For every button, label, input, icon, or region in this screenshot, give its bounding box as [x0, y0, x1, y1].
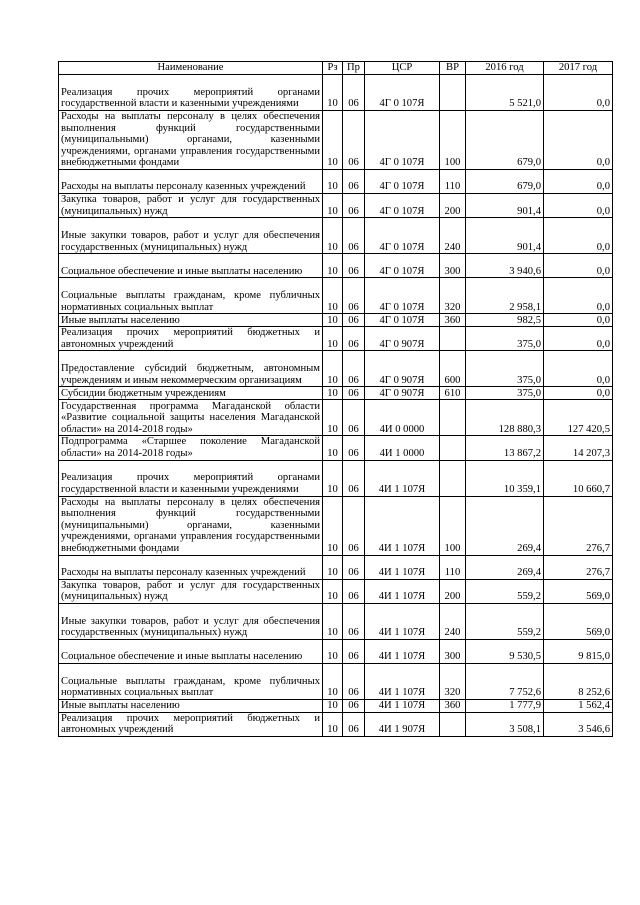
table-row	[59, 278, 613, 314]
cell-csr: 4Г 0 107Я	[365, 278, 440, 314]
cell-vr	[440, 436, 466, 460]
cell-vr: 320	[440, 278, 466, 314]
cell-rz: 10	[323, 663, 343, 699]
cell-name: Закупка товаров, работ и услуг для государственных (муниципальных) нужд	[59, 194, 323, 218]
cell-name: Государственная программа Магаданской области «Развитие социальной защиты населения Магаданской области» на 2014-2018 годы»	[59, 400, 323, 436]
cell-2016: 679,0	[466, 170, 544, 194]
cell-2016: 901,4	[466, 194, 544, 218]
table-row	[59, 639, 613, 663]
table-row	[59, 699, 613, 712]
header-name: Наименование	[59, 62, 323, 75]
cell-2017: 9 815,0	[544, 639, 613, 663]
cell-pr: 06	[343, 639, 365, 663]
cell-2017: 0,0	[544, 194, 613, 218]
table-header-row	[59, 62, 613, 75]
table-row	[59, 111, 613, 170]
cell-rz: 10	[323, 278, 343, 314]
cell-csr: 4И 1 107Я	[365, 579, 440, 603]
cell-pr: 06	[343, 712, 365, 736]
cell-2016: 7 752,6	[466, 663, 544, 699]
cell-rz: 10	[323, 555, 343, 579]
cell-2016: 982,5	[466, 314, 544, 327]
table-row	[59, 400, 613, 436]
cell-pr: 06	[343, 111, 365, 170]
table-row	[59, 579, 613, 603]
header-2017: 2017 год	[544, 62, 613, 75]
cell-vr	[440, 460, 466, 496]
cell-csr: 4Г 0 107Я	[365, 314, 440, 327]
cell-2017: 569,0	[544, 603, 613, 639]
table-row	[59, 436, 613, 460]
table-row	[59, 327, 613, 351]
cell-vr: 240	[440, 218, 466, 254]
cell-pr: 06	[343, 194, 365, 218]
cell-2016: 1 777,9	[466, 699, 544, 712]
cell-name: Расходы на выплаты персоналу в целях обеспечения выполнения функций государственными (муниципальными) органами, казенными учреждениями, органами управления государственными внебюджетными фондами	[59, 496, 323, 555]
cell-name: Реализация прочих мероприятий органами государственной власти и казенными учреждениями	[59, 460, 323, 496]
cell-2017: 3 546,6	[544, 712, 613, 736]
cell-vr: 110	[440, 555, 466, 579]
cell-vr: 360	[440, 699, 466, 712]
cell-csr: 4Г 0 907Я	[365, 351, 440, 387]
cell-csr: 4И 1 107Я	[365, 603, 440, 639]
cell-name: Социальное обеспечение и иные выплаты населению	[59, 254, 323, 278]
cell-2016: 10 359,1	[466, 460, 544, 496]
cell-pr: 06	[343, 436, 365, 460]
cell-pr: 06	[343, 400, 365, 436]
cell-2017: 0,0	[544, 351, 613, 387]
cell-vr	[440, 712, 466, 736]
cell-name: Иные закупки товаров, работ и услуг для обеспечения государственных (муниципальных) нужд	[59, 218, 323, 254]
cell-name: Расходы на выплаты персоналу казенных учреждений	[59, 555, 323, 579]
cell-pr: 06	[343, 579, 365, 603]
cell-2017: 10 660,7	[544, 460, 613, 496]
cell-2017: 0,0	[544, 218, 613, 254]
cell-vr: 240	[440, 603, 466, 639]
cell-rz: 10	[323, 603, 343, 639]
cell-rz: 10	[323, 639, 343, 663]
table-body	[59, 75, 613, 737]
cell-name: Иные закупки товаров, работ и услуг для обеспечения государственных (муниципальных) нужд	[59, 603, 323, 639]
cell-2016: 9 530,5	[466, 639, 544, 663]
cell-name: Подпрограмма «Старшее поколение Магаданской области» на 2014-2018 годы»	[59, 436, 323, 460]
cell-name: Предоставление субсидий бюджетным, автономным учреждениям и иным некоммерческим организациям	[59, 351, 323, 387]
cell-rz: 10	[323, 496, 343, 555]
cell-2016: 3 508,1	[466, 712, 544, 736]
cell-2017: 14 207,3	[544, 436, 613, 460]
cell-2016: 2 958,1	[466, 278, 544, 314]
cell-pr: 06	[343, 170, 365, 194]
table-row	[59, 712, 613, 736]
cell-2017: 1 562,4	[544, 699, 613, 712]
cell-vr: 300	[440, 639, 466, 663]
cell-name: Реализация прочих мероприятий органами государственной власти и казенными учреждениями	[59, 75, 323, 111]
cell-rz: 10	[323, 194, 343, 218]
table-row	[59, 351, 613, 387]
cell-2017: 0,0	[544, 170, 613, 194]
cell-name: Расходы на выплаты персоналу в целях обеспечения выполнения функций государственными (муниципальными) органами, казенными учреждениями, органами управления государственными внебюджетными фондами	[59, 111, 323, 170]
cell-csr: 4И 1 107Я	[365, 496, 440, 555]
cell-2017: 8 252,6	[544, 663, 613, 699]
cell-pr: 06	[343, 663, 365, 699]
cell-2016: 375,0	[466, 387, 544, 400]
cell-csr: 4И 1 107Я	[365, 460, 440, 496]
cell-2016: 559,2	[466, 603, 544, 639]
cell-rz: 10	[323, 351, 343, 387]
header-2016: 2016 год	[466, 62, 544, 75]
cell-2016: 375,0	[466, 327, 544, 351]
cell-csr: 4И 1 107Я	[365, 699, 440, 712]
cell-pr: 06	[343, 75, 365, 111]
cell-pr: 06	[343, 254, 365, 278]
cell-2017: 127 420,5	[544, 400, 613, 436]
cell-name: Социальные выплаты гражданам, кроме публичных нормативных социальных выплат	[59, 278, 323, 314]
table-row	[59, 314, 613, 327]
header-vr: ВР	[440, 62, 466, 75]
cell-csr: 4И 1 107Я	[365, 639, 440, 663]
cell-vr	[440, 75, 466, 111]
cell-name: Реализация прочих мероприятий бюджетных и автономных учреждений	[59, 327, 323, 351]
table-row	[59, 218, 613, 254]
cell-pr: 06	[343, 603, 365, 639]
cell-csr: 4Г 0 107Я	[365, 194, 440, 218]
cell-name: Иные выплаты населению	[59, 699, 323, 712]
table-row	[59, 194, 613, 218]
cell-vr: 300	[440, 254, 466, 278]
cell-2017: 569,0	[544, 579, 613, 603]
cell-2017: 0,0	[544, 327, 613, 351]
cell-name: Социальные выплаты гражданам, кроме публичных нормативных социальных выплат	[59, 663, 323, 699]
cell-rz: 10	[323, 75, 343, 111]
cell-2016: 269,4	[466, 555, 544, 579]
cell-name: Иные выплаты населению	[59, 314, 323, 327]
cell-csr: 4Г 0 107Я	[365, 111, 440, 170]
cell-2016: 559,2	[466, 579, 544, 603]
cell-pr: 06	[343, 699, 365, 712]
table-row	[59, 75, 613, 111]
cell-rz: 10	[323, 314, 343, 327]
cell-csr: 4Г 0 107Я	[365, 75, 440, 111]
cell-rz: 10	[323, 699, 343, 712]
cell-2017: 276,7	[544, 555, 613, 579]
cell-name: Расходы на выплаты персоналу казенных учреждений	[59, 170, 323, 194]
cell-csr: 4Г 0 107Я	[365, 218, 440, 254]
cell-pr: 06	[343, 218, 365, 254]
cell-2016: 13 867,2	[466, 436, 544, 460]
cell-vr: 610	[440, 387, 466, 400]
cell-rz: 10	[323, 712, 343, 736]
cell-pr: 06	[343, 351, 365, 387]
cell-2017: 0,0	[544, 75, 613, 111]
cell-name: Социальное обеспечение и иные выплаты населению	[59, 639, 323, 663]
cell-vr: 200	[440, 579, 466, 603]
cell-rz: 10	[323, 400, 343, 436]
cell-rz: 10	[323, 436, 343, 460]
cell-2016: 5 521,0	[466, 75, 544, 111]
cell-pr: 06	[343, 460, 365, 496]
cell-vr: 360	[440, 314, 466, 327]
cell-pr: 06	[343, 555, 365, 579]
cell-pr: 06	[343, 496, 365, 555]
cell-csr: 4И 1 907Я	[365, 712, 440, 736]
cell-rz: 10	[323, 218, 343, 254]
budget-table	[58, 61, 613, 737]
header-csr: ЦСР	[365, 62, 440, 75]
table-row	[59, 496, 613, 555]
cell-2017: 0,0	[544, 387, 613, 400]
cell-name: Закупка товаров, работ и услуг для государственных (муниципальных) нужд	[59, 579, 323, 603]
cell-2016: 3 940,6	[466, 254, 544, 278]
cell-rz: 10	[323, 170, 343, 194]
cell-rz: 10	[323, 579, 343, 603]
cell-csr: 4Г 0 907Я	[365, 387, 440, 400]
cell-vr	[440, 327, 466, 351]
header-pr: Пр	[343, 62, 365, 75]
cell-vr: 100	[440, 111, 466, 170]
header-rz: Рз	[323, 62, 343, 75]
cell-csr: 4И 1 0000	[365, 436, 440, 460]
cell-rz: 10	[323, 111, 343, 170]
cell-pr: 06	[343, 327, 365, 351]
cell-name: Реализация прочих мероприятий бюджетных и автономных учреждений	[59, 712, 323, 736]
cell-2017: 276,7	[544, 496, 613, 555]
cell-2016: 901,4	[466, 218, 544, 254]
cell-vr: 320	[440, 663, 466, 699]
cell-rz: 10	[323, 460, 343, 496]
table-row	[59, 555, 613, 579]
cell-name: Субсидии бюджетным учреждениям	[59, 387, 323, 400]
table-row	[59, 170, 613, 194]
cell-2017: 0,0	[544, 254, 613, 278]
cell-2017: 0,0	[544, 314, 613, 327]
table-row	[59, 387, 613, 400]
cell-csr: 4Г 0 107Я	[365, 254, 440, 278]
cell-rz: 10	[323, 254, 343, 278]
cell-2017: 0,0	[544, 111, 613, 170]
cell-2016: 128 880,3	[466, 400, 544, 436]
cell-vr: 100	[440, 496, 466, 555]
table-row	[59, 663, 613, 699]
cell-2016: 679,0	[466, 111, 544, 170]
cell-vr: 110	[440, 170, 466, 194]
cell-vr	[440, 400, 466, 436]
cell-csr: 4И 0 0000	[365, 400, 440, 436]
cell-csr: 4Г 0 907Я	[365, 327, 440, 351]
cell-vr: 600	[440, 351, 466, 387]
cell-csr: 4И 1 107Я	[365, 663, 440, 699]
cell-rz: 10	[323, 327, 343, 351]
cell-2016: 269,4	[466, 496, 544, 555]
cell-2016: 375,0	[466, 351, 544, 387]
cell-pr: 06	[343, 314, 365, 327]
table-row	[59, 603, 613, 639]
cell-csr: 4Г 0 107Я	[365, 170, 440, 194]
cell-pr: 06	[343, 278, 365, 314]
table-row	[59, 460, 613, 496]
cell-rz: 10	[323, 387, 343, 400]
table-row	[59, 254, 613, 278]
cell-pr: 06	[343, 387, 365, 400]
cell-2017: 0,0	[544, 278, 613, 314]
cell-vr: 200	[440, 194, 466, 218]
cell-csr: 4И 1 107Я	[365, 555, 440, 579]
